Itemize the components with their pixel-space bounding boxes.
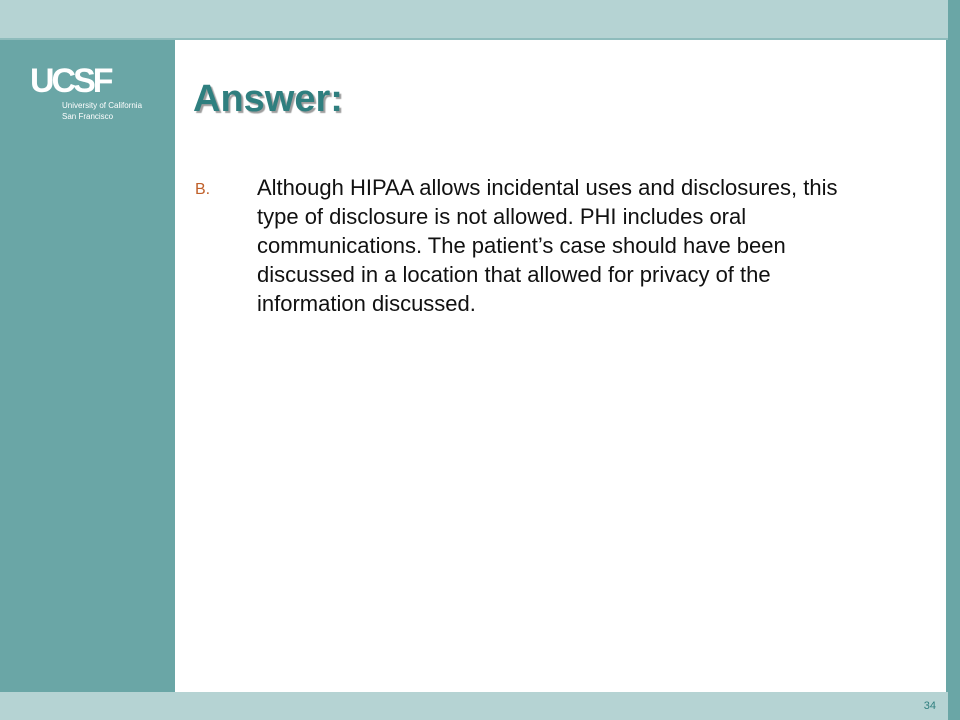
logo-city-line: San Francisco [62, 112, 114, 121]
page-number: 34 [923, 700, 936, 712]
answer-text: Although HIPAA allows incidental uses and disclosures, this type of disclosure is not allowed. PHI includes oral communications. The patient’s case should have been discussed in a location that allowed for privacy of the information discussed. [257, 175, 838, 316]
right-frame-strip [948, 0, 960, 720]
slide-title: Answer: [193, 78, 343, 120]
answer-letter: B. [195, 181, 211, 198]
bottom-band [0, 692, 948, 720]
logo-mark: UCSF [30, 62, 111, 100]
top-band [0, 0, 948, 38]
side-panel [0, 40, 175, 692]
ucsf-logo [30, 64, 160, 126]
logo-university-line: University of California [62, 101, 143, 110]
slide-content-area [175, 40, 946, 692]
